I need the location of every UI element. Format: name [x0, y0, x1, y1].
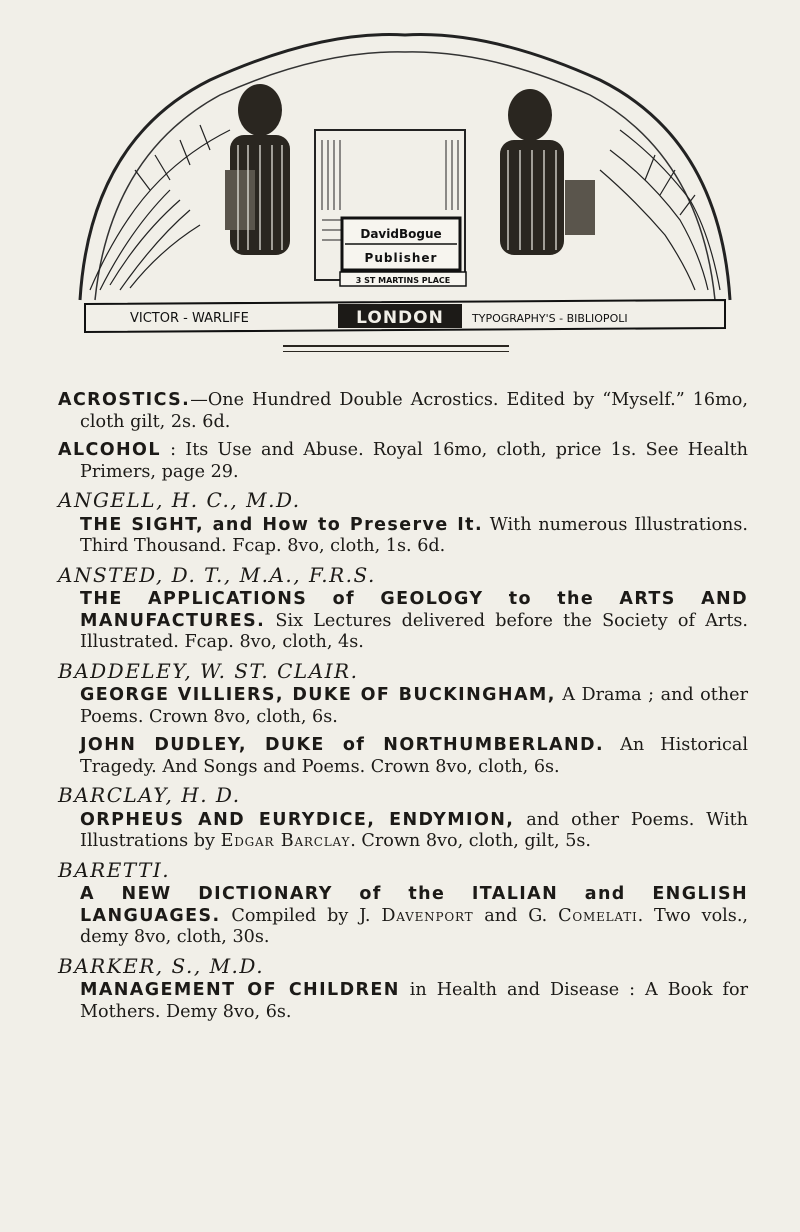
entry-acrostics — [58, 390, 748, 433]
entry-text: With numerous Illustrations. Third Thousand. Fcap. 8vo, cloth, 1s. 6d. — [80, 514, 748, 556]
author-ansted: ANSTED, D. T., M.A., F.R.S. — [58, 562, 376, 587]
entry-text: An Historical Tragedy. And Songs and Poems. Crown 8vo, cloth, 6s. — [80, 735, 748, 777]
entry-geology — [80, 589, 748, 654]
entry-heading: ORPHEUS AND EURYDICE, ENDYMION, — [80, 809, 515, 830]
entry-alcohol — [58, 440, 748, 483]
illustrator-name: Edgar Barclay — [220, 831, 351, 851]
entry-text: in Health and Disease : A Book for Mothers. Demy 8vo, 6s. — [80, 980, 748, 1022]
entry-text-end: . Crown 8vo, cloth, gilt, 5s. — [350, 831, 592, 851]
entry-heading: ALCOHOL — [58, 440, 161, 460]
entry-text: Compiled by J. — [231, 905, 371, 926]
entry-text: and other Poems. With Illustrations by — [80, 809, 749, 851]
entry-text: Six Lectures delivered before the Society of Arts. Illustrated. Fcap. 8vo, cloth, 4s. — [80, 610, 749, 652]
author-baretti: BARETTI. — [58, 857, 171, 882]
entry-dictionary — [80, 884, 748, 949]
entry-text: —One Hundred Double Acrostics. Edited by “Myself.” 16mo, cloth gilt, 2s. 6d. — [80, 390, 748, 432]
entry-heading: JOHN DUDLEY, DUKE of NORTHUMBERLAND. — [80, 735, 604, 755]
entry-heading: THE SIGHT, and How to Preserve It. — [80, 514, 483, 535]
author-barclay: BARCLAY, H. D. — [58, 783, 241, 807]
banner-center: LONDON — [356, 308, 444, 328]
double-rule-bottom — [283, 351, 509, 352]
compiler-name-2: Comelati — [558, 905, 638, 926]
entry-text: : Its Use and Abuse. Royal 16mo, cloth, price 1s. See Health Primers, page 29. — [80, 440, 748, 482]
street-sign: 3 ST MARTINS PLACE — [355, 276, 451, 285]
banner-right: TYPOGRAPHY'S - BIBLIOPOLI — [472, 312, 628, 325]
catalogue-list — [58, 390, 748, 1030]
entry-buckingham — [80, 685, 748, 728]
entry-heading: ACROSTICS. — [58, 390, 191, 410]
entry-text-end: . Two vols., demy 8vo, cloth, 30s. — [80, 905, 748, 947]
entry-the-sight — [80, 515, 748, 558]
entry-text: A Drama ; and other Poems. Crown 8vo, cloth, 6s. — [80, 685, 749, 727]
double-rule-top — [283, 345, 509, 347]
entry-text-mid: and G. — [484, 905, 548, 926]
sign-line-2: Publisher — [364, 251, 438, 265]
compiler-name-1: Davenport — [381, 905, 474, 926]
entry-heading: MANAGEMENT OF CHILDREN — [80, 980, 400, 1000]
engraving-drawing — [60, 20, 750, 336]
entry-management — [80, 980, 748, 1023]
entry-heading: GEORGE VILLIERS, DUKE OF BUCKINGHAM, — [80, 685, 556, 705]
publisher-engraving — [60, 20, 750, 336]
entry-heading: A NEW DICTIONARY of the ITALIAN and ENGLISH LANGUAGES. — [80, 884, 748, 926]
entry-orpheus — [80, 810, 748, 853]
author-baddeley: BADDELEY, W. ST. CLAIR. — [58, 658, 359, 683]
banner-left: VICTOR - WARLIFE — [130, 311, 249, 326]
entry-northumberland — [80, 735, 748, 778]
entry-heading: THE APPLICATIONS of GEOLOGY to the ARTS AND MANUFACTURES. — [80, 589, 748, 631]
author-barker: BARKER, S., M.D. — [58, 953, 265, 978]
sign-line-1: DavidBogue — [360, 227, 442, 241]
author-angell: ANGELL, H. C., M.D. — [58, 488, 301, 512]
